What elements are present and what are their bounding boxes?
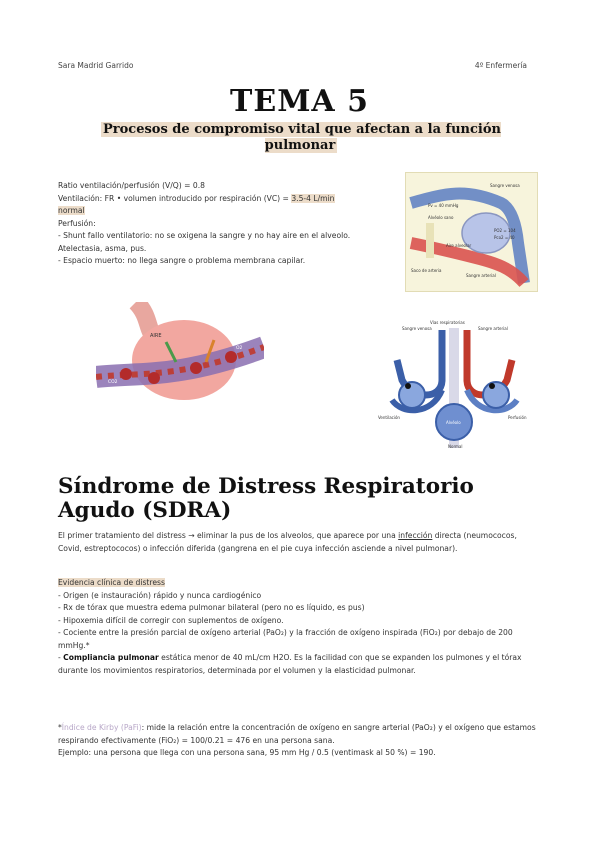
kirby-block [58,722,542,760]
label-pv: Pv = 40 mmHg [428,203,459,208]
ventilation-text: Ventilación: FR • volumen introducido por respiración (VC) = 3.5-4 L/min normal [58,193,335,215]
evidence-item-3: - Hipoxemia difícil de corregir con suplementos de oxígeno. [58,615,284,625]
perfusion-label: Perfusión: [58,218,96,228]
section-heading-sdra: Síndrome de Distress Respiratorio Agudo (SDRA) [58,474,474,523]
label-sangre-venosa: Sangre venosa [490,183,520,188]
label-o2: O2 [236,346,243,351]
label-alveolo-sano: Alvéolo sano [428,215,454,220]
alveolus-exchange-image [96,302,264,420]
evidence-item-2: - Rx de tórax que muestra edema pulmonar bilateral (pero no es líquido, es pus) [58,603,365,612]
label-perfusion: Perfusión [508,415,527,420]
evidence-block [58,577,542,677]
label-aire-alveolar: Aire alveolar [446,243,472,248]
label-sangre-arterial: Sangre arterial [466,273,496,278]
evidence-title: Evidencia clínica de distress [58,578,165,587]
label-po2: PO2 = 104 [494,228,516,233]
course-label: 4º Enfermería [474,61,527,70]
kirby-index-label: Índice de Kirby (PaFi) [61,723,142,732]
label-normal: Normal [448,444,463,449]
label-v-arterial: Sangre arterial [478,326,508,331]
evidence-item-4: - Cociente entre la presión parcial de oxígeno arterial (PaO₂) y la fracción de oxígeno inspirada (FiO₂) por debajo de 200 mmHg.* [58,628,513,650]
label-aire: AIRE [150,333,162,339]
vq-diagram-image [405,172,538,292]
ventilation-highlight: 3.5-4 L/min normal [58,193,335,215]
alveolus-svg [96,302,264,420]
vq-ratio-text: Ratio ventilación/perfusión (V/Q) = 0.8 [58,181,206,190]
label-ventilacion: Ventilación [378,415,400,420]
label-co2: CO2 [108,380,118,385]
label-pco2: Pco2 = 40 [494,235,515,240]
dead-space-text: - Espacio muerto: no llega sangre o problema membrana capilar. [58,256,306,265]
vascular-svg [372,320,537,450]
evidence-item-5: - Compliancia pulmonar estática menor de 40 mL/cm H2O. Es la facilidad con que se expanden los pulmones y el tórax durante los movimientos respiratorios, determinada por el volumen y la elasticidad pulmonar. [58,653,522,675]
vascular-diagram-image [372,320,537,450]
label-v-venosa: Sangre venosa [402,326,432,331]
label-saco-arteria: Saco de arteria [411,268,442,273]
label-vias: Vías respiratorias [430,320,465,325]
author-name: Sara Madrid Garrido [58,61,134,70]
label-alveolo: Alvéolo [446,420,461,425]
evidence-item-1: - Origen (e instauración) rápido y nunca cardiogénico [58,590,262,600]
infection-underlined: infección [398,531,433,540]
example-text: Ejemplo: una persona que llega con una persona sana, 95 mm Hg / 0.5 (ventimask al 50 %) = 190. [58,748,436,757]
shunt-text: - Shunt fallo ventilatorio: no se oxigena la sangre y no hay aire en el alveolo. Atelectasia, asma, pus. [58,231,351,253]
intro-block [58,180,363,268]
page-subtitle: Procesos de compromiso vital que afectan a la función pulmonar [102,122,501,153]
sdra-paragraph: El primer tratamiento del distress → eliminar la pus de los alveolos, que aparece por una infección directa (neumococos, Covid, estreptococos) o infección diferida (gangrena en el pie cuya infección asciende a nivel pulmonar). [58,531,517,553]
compliancia-bold: Compliancia pulmonar [63,653,159,662]
kirby-text: *Índice de Kirby (PaFi): mide la relación entre la concentración de oxígeno en sangre arterial (PaO₂) y el oxígeno que estamos respirando efectivamente (FiO₂) = 100/0.21 = 476 en una persona sana. [58,723,536,745]
page-title: TEMA 5 [230,84,369,119]
